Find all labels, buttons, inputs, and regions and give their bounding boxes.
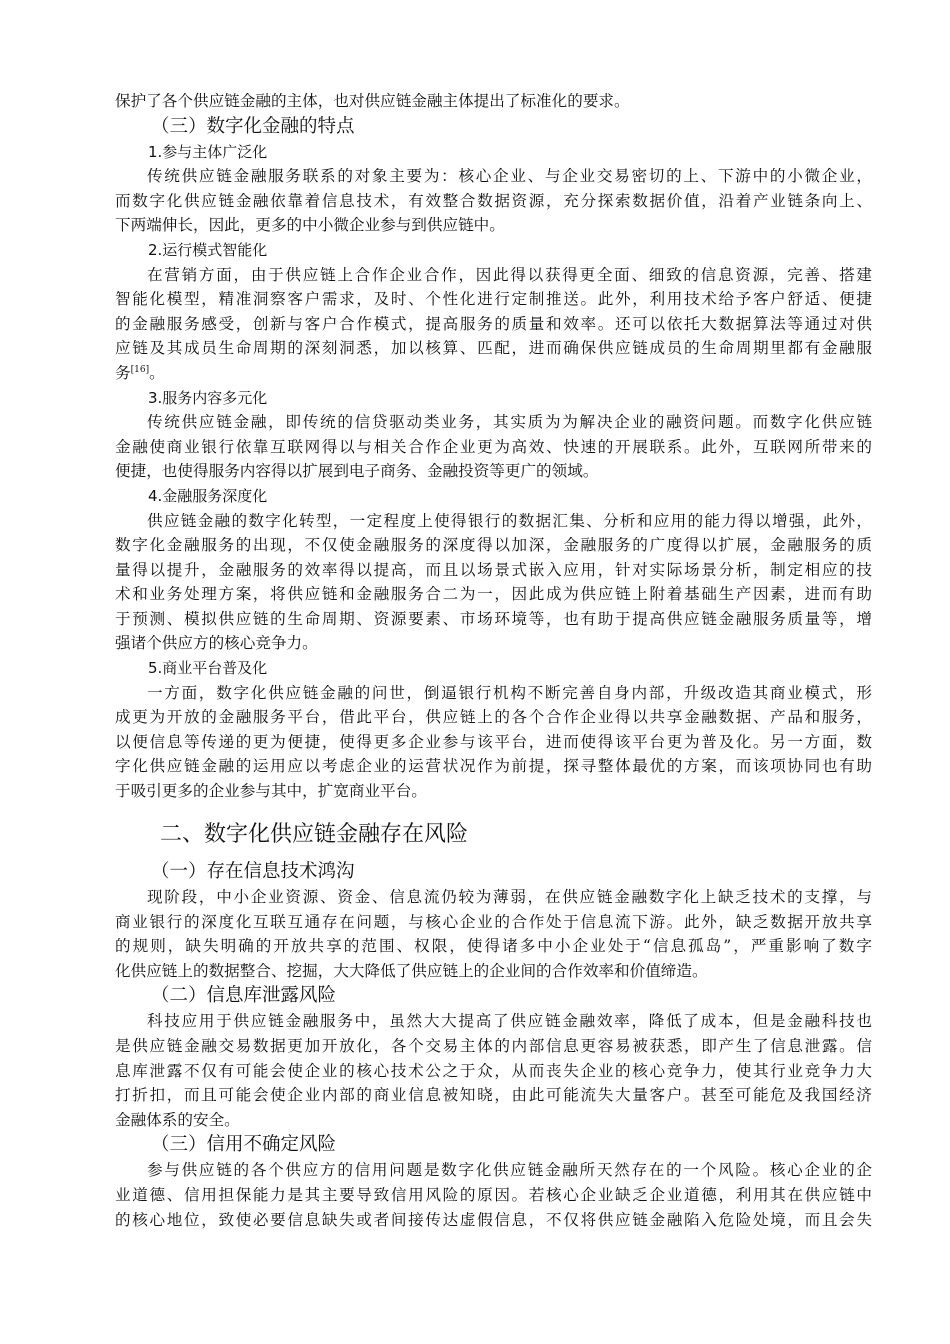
text-line: 便捷，也使得服务内容得以扩展到电子商务、金融投资等更广的领域。 <box>115 462 599 481</box>
subsection-heading: （二）信息库泄露风险 <box>151 985 337 1007</box>
paragraph <box>115 885 872 983</box>
text-line: 现阶段，中小企业资源、资金、信息流仍较为薄弱，在供应链金融数字化上缺乏技术的支撑，与 <box>147 888 872 906</box>
text-line: 保护了各个供应链金融的主体，也对供应链金融主体提出了标准化的要求。 <box>115 92 630 110</box>
text-line: 于预测、模拟供应链的生命周期、资源要素、市场环境等，也有助于提高供应链金融服务质量等，增 <box>115 609 872 628</box>
text-fragment: 。 <box>149 363 165 382</box>
text-line: 的金融服务感受，创新与客户合作模式，提高服务的质量和效率。还可以依托大数据算法等通过对供 <box>115 314 872 333</box>
text-line: 传统供应链金融，即传统的信贷驱动类业务，其实质为为解决企业的融资问题。而数字化供应链 <box>147 413 872 432</box>
text-line: 字化供应链金融的运用应以考虑企业的运营状况作为前提，探寻整体最优的方案，而该项协同也有助 <box>115 757 872 776</box>
text-line: 的规则，缺失明确的开放共享的范围、权限，使得诸多中小企业处于“信息孤岛”，严重影响了数字 <box>115 937 872 956</box>
paragraph <box>115 509 872 657</box>
text-line: 传统供应链金融服务联系的对象主要为：核心企业、与企业交易密切的上、下游中的小微企业， <box>147 167 872 186</box>
subsection-heading: （一）存在信息技术鸿沟 <box>151 861 355 882</box>
text-line: 科技应用于供应链金融服务中，虽然大大提高了供应链金融效率，降低了成本，但是金融科技也 <box>147 1012 872 1031</box>
text-line: 商业银行的深度化互联互通存在问题，与核心企业的合作处于信息流下游。此外，缺乏数据开放共享 <box>115 912 872 931</box>
text-line: 金融使商业银行依靠互联网得以与相关合作企业更为高效、快速的开展联系。此外，互联网所带来的 <box>115 437 872 456</box>
text-line: 智能化模型，精准洞察客户需求，及时、个性化进行定制推送。此外，利用技术给予客户舒适、便捷 <box>115 290 872 309</box>
text-line: 强诸个供应方的核心竞争力。 <box>115 634 318 653</box>
citation-reference: [16] <box>130 364 150 375</box>
paragraph <box>115 1158 872 1232</box>
item-heading: 1.参与主体广泛化 <box>148 142 268 161</box>
text-line: 数字化金融服务的出现，不仅使金融服务的深度得以加深，金融服务的广度得以扩展，金融服务的质 <box>115 536 872 555</box>
text-line: 金融体系的安全。 <box>115 1110 240 1129</box>
text-line <box>115 361 872 386</box>
item-heading: 4.金融服务深度化 <box>148 486 268 505</box>
text-line: 下两端伸长，因此，更多的中小微企业参与到供应链中。 <box>115 216 505 235</box>
item-heading: 5.商业平台普及化 <box>148 659 268 678</box>
subsection-heading: （三）信用不确定风险 <box>151 1134 337 1156</box>
text-line: 参与供应链的各个供应方的信用问题是数字化供应链金融所天然存在的一个风险。核心企业的企 <box>147 1161 872 1180</box>
text-line: 成更为开放的金融服务平台，借此平台，供应链上的各个合作企业得以共享金融数据、产品和服务， <box>115 708 872 727</box>
text-line: 化供应链上的数据整合、挖掘，大大降低了供应链上的企业间的合作效率和价值缔造。 <box>115 961 708 980</box>
paragraph <box>115 164 872 238</box>
text-line: 以便信息等传递的更为便捷，使得更多企业参与该平台，进而使得该平台更为普及化。另一方面，数 <box>115 732 872 751</box>
text-line: 业道德、信用担保能力是其主要导致信用风险的原因。若核心企业缺乏企业道德，利用其在供应链中 <box>115 1185 872 1204</box>
document-page <box>115 89 872 1232</box>
text-line: 的核心地位，致使必要信息缺失或者间接传达虚假信息，不仅将供应链金融陷入危险处境，而且会失 <box>115 1210 872 1229</box>
subsection-heading: （三）数字化金融的特点 <box>151 115 355 137</box>
text-line: 应链及其成员生命周期的深刻洞悉，加以核算、匹配，进而确保供应链成员的生命周期里都有金融服 <box>115 339 872 358</box>
section-heading: 二、数字化供应链金融存在风险 <box>160 822 469 848</box>
text-line: 供应链金融的数字化转型，一定程度上使得银行的数据汇集、分析和应用的能力得以增强，此外， <box>147 511 872 530</box>
item-heading: 2.运行模式智能化 <box>148 240 268 259</box>
text-line: 量得以提升，金融服务的效率得以提高，而且以场景式嵌入应用，针对实际场景分析，制定相应的技 <box>115 560 872 579</box>
text-line: 而数字化供应链金融依靠着信息技术，有效整合数据资源，充分探索数据价值，沿着产业链条向上、 <box>115 191 872 210</box>
text-line: 打折扣，而且可能会使企业内部的商业信息被知晓，由此可能流失大量客户。甚至可能危及我国经济 <box>115 1086 872 1105</box>
text-line: 一方面，数字化供应链金融的问世，倒逼银行机构不断完善自身内部，升级改造其商业模式，形 <box>147 683 872 702</box>
text-line: 是供应链金融交易数据更加开放化，各个交易主体的内部信息更容易被获悉，即产生了信息泄露。信 <box>115 1036 872 1055</box>
text-line: 术和业务处理方案，将供应链和金融服务合二为一，因此成为供应链上附着基础生产因素，进而有助 <box>115 585 872 604</box>
text-fragment: 务 <box>115 363 131 382</box>
paragraph <box>115 89 872 114</box>
paragraph <box>115 681 872 804</box>
text-line: 息库泄露不仅有可能会使企业的核心技术公之于众，从而丧失企业的核心竞争力，使其行业竞争力大 <box>115 1061 872 1080</box>
text-line: 在营销方面，由于供应链上合作企业合作，因此得以获得更全面、细致的信息资源，完善、搭建 <box>147 265 872 284</box>
paragraph <box>115 410 872 484</box>
item-heading: 3.服务内容多元化 <box>148 388 268 407</box>
paragraph <box>115 1009 872 1132</box>
paragraph <box>115 263 872 386</box>
text-line: 于吸引更多的企业参与其中，扩宽商业平台。 <box>115 782 427 801</box>
